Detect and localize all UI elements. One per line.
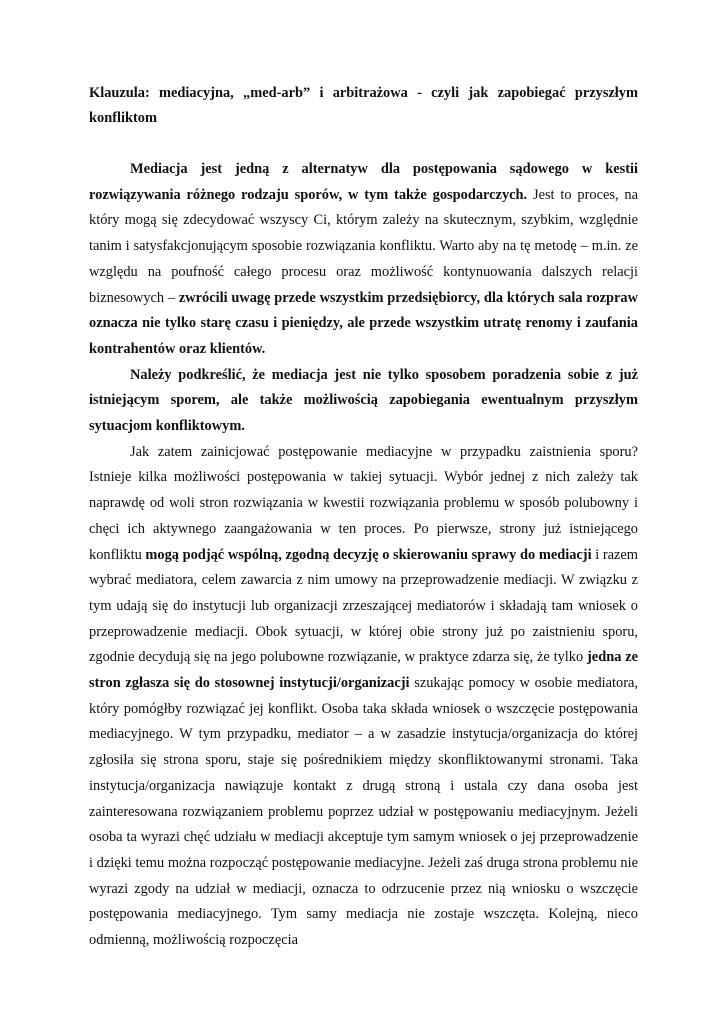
paragraph-3-text-1: Jak zatem zainicjować postępowanie mediacyjne w przypadku zaistnienia sporu? Istnieje kilka możliwości postępowania w takiej sytuacji. Wybór jednej z nich zależy tak naprawdę od woli stron rozwiązania w kwestii rozwiązania problemu w sposób polubowny i chęci ich aktywnego zaangażowania w ten proces. Po pierwsze, strony już istniejącego konfliktu xyxy=(89,443,638,563)
paragraph-1-bold-2: zwrócili uwagę przede wszystkim przedsiębiorcy, dla których sala rozpraw oznacza nie tylko starę czasu i pieniędzy, ale przede wszystkim utratę renomy i zaufania kontrahentów oraz klientów. xyxy=(89,289,638,357)
paragraph-3-text-2: i razem wybrać mediatora, celem zawarcia z nim umowy na przeprowadzenie mediacji. W związku z tym udają się do instytucji lub organizacji zrzeszającej mediatorów i składają tam wniosek o przeprowadzenie mediacji. Obok sytuacji, w której obie strony już po zaistnieniu sporu, zgodnie decydują się na jego polubowne rozwiązanie, w praktyce zdarza się, że tylko xyxy=(89,546,639,666)
document-title: Klauzula: mediacyjna, „med-arb” i arbitrażowa - czyli jak zapobiegać przyszłym konfliktom xyxy=(89,85,638,126)
paragraph-3-bold-1: mogą podjąć wspólną, zgodną decyzję o skierowaniu sprawy do mediacji xyxy=(145,546,592,563)
paragraph-3-text-3: szukając pomocy w osobie mediatora, który pomógłby rozwiązać jej konflikt. Osoba taka składa wniosek o wszczęcie postępowania mediacyjnego. W tym przypadku, mediator – a w zasadzie instytucja/organizacja do której zgłosiła się strona sporu, staje się pośrednikiem między skonfliktowanymi stronami. Taka instytucja/organizacja nawiązuje kontakt z drugą stroną i ustala czy dana osoba jest zainteresowana rozwiązaniem problemu poprzez udział w postępowaniu mediacyjnym. Jeżeli osoba ta wyrazi chęć udziału w mediacji akceptuje tym samym wniosek o jej przeprowadzenie i dzięki temu można rozpocząć postępowanie mediacyjne. Jeżeli zaś druga strona problemu nie wyrazi zgody na udział w mediacji, oznacza to odrzucenie przez nią wniosku o wszczęcie postępowania mediacyjnego. Tym samy mediacja nie zostaje wszczęta. Kolejną, nieco odmienną, możliwością rozpoczęcia xyxy=(89,675,638,949)
paragraph-1 xyxy=(89,157,638,363)
document-page xyxy=(89,81,638,954)
paragraph-1-text-1: Jest to proces, na który mogą się zdecydować wszyscy Ci, którym zależy na skutecznym, szybkim, względnie tanim i satysfakcjonującym sposobie rozwiązania konfliktu. Warto aby na tę metodę – m.in. ze względu na poufność całego procesu oraz możliwość kontynuowania dalszych relacji biznesowych – xyxy=(89,186,638,306)
paragraph-3 xyxy=(89,440,638,954)
paragraph-1-bold-1: Mediacja jest jedną z alternatyw dla postępowania sądowego w kestii rozwiązywania różnego rodzaju sporów, w tym także gospodarczych. xyxy=(89,161,638,203)
paragraph-3-bold-2: jedna ze stron zgłasza się do stosownej instytucji/organizacji xyxy=(89,649,638,692)
paragraph-2-bold-1: Należy podkreślić, że mediacja jest nie tylko sposobem poradzenia sobie z już istniejącym sporem, ale także możliwością zapobiegania ewentualnym przyszłym sytuacjom konfliktowym. xyxy=(89,366,638,435)
paragraph-2 xyxy=(89,363,638,440)
